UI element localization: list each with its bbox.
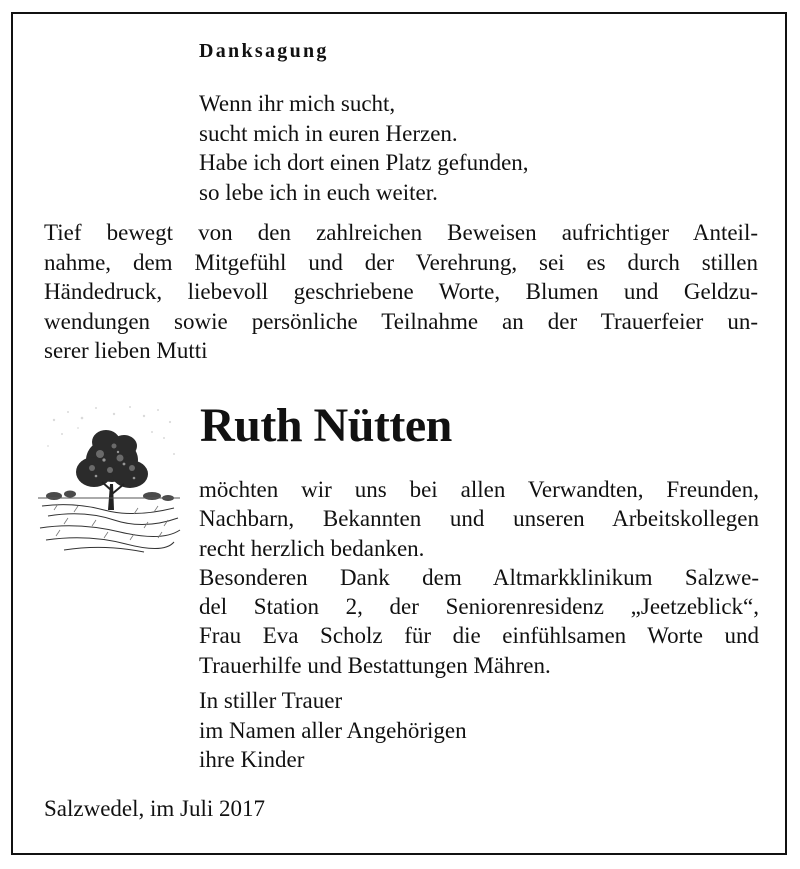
thanks-line: del Station 2, der Seniorenresidenz „Jeetzeblick“, bbox=[199, 594, 759, 620]
deceased-name: Ruth Nütten bbox=[200, 399, 452, 452]
thanks-line: recht herzlich bedanken. bbox=[199, 535, 425, 561]
intro-line: Tief bewegt von den zahlreichen Beweisen aufrichtiger Anteil- bbox=[44, 220, 758, 245]
signoff-line: ihre Kinder bbox=[199, 747, 305, 772]
intro-line: wendungen sowie persönliche Teilnahme an der Trauerfeier un- bbox=[44, 308, 758, 334]
thanks-line: Frau Eva Scholz für die einfühlsamen Worte und bbox=[199, 623, 759, 649]
poem-line: Wenn ihr mich sucht, bbox=[199, 91, 396, 116]
intro-paragraph bbox=[44, 218, 758, 366]
poem-line: sucht mich in euren Herzen. bbox=[199, 120, 458, 146]
signoff-line: In stiller Trauer bbox=[199, 688, 343, 713]
thanks-line: Trauerhilfe und Bestattungen Mähren. bbox=[199, 652, 551, 678]
signoff-line: im Namen aller Angehörigen bbox=[199, 717, 467, 743]
thanks-line: Besonderen Dank dem Altmarkklinikum Salzwe- bbox=[199, 564, 759, 590]
poem-line: Habe ich dort einen Platz gefunden, bbox=[199, 150, 529, 175]
thanks-paragraph bbox=[199, 475, 759, 680]
intro-line: Händedruck, liebevoll geschriebene Worte, Blumen und Geldzu- bbox=[44, 279, 758, 304]
intro-line: nahme, dem Mitgefühl und der Verehrung, sei es durch stillen bbox=[44, 249, 758, 275]
poem bbox=[199, 89, 529, 207]
intro-line: serer lieben Mutti bbox=[44, 338, 208, 363]
tree-landscape-icon bbox=[34, 398, 182, 558]
thanks-line: Nachbarn, Bekannten und unseren Arbeitskollegen bbox=[199, 506, 759, 532]
signoff bbox=[199, 686, 467, 775]
notice-title: Danksagung bbox=[199, 40, 329, 62]
thanks-line: möchten wir uns bei allen Verwandten, Freunden, bbox=[199, 477, 759, 502]
poem-line: so lebe ich in euch weiter. bbox=[199, 179, 438, 205]
place-date: Salzwedel, im Juli 2017 bbox=[44, 796, 266, 821]
